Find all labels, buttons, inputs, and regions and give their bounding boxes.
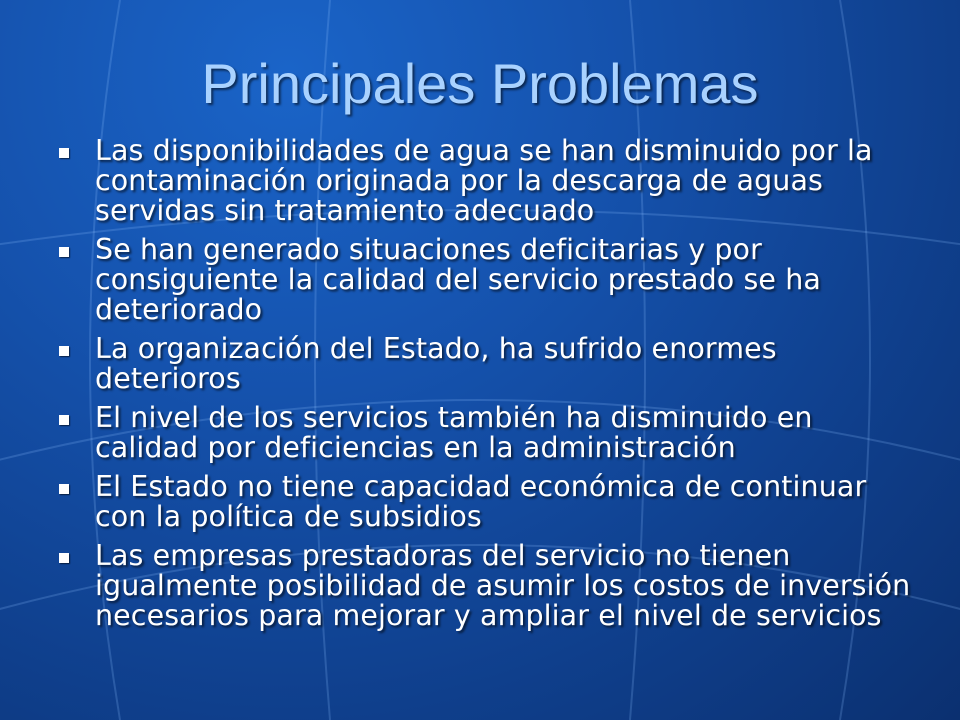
slide-title: Principales Problemas [201, 52, 759, 115]
bullet-text: Se han generado situaciones deficitarias y por consiguiente la calidad del servicio prestado se ha deteriorado [95, 233, 821, 326]
list-item [56, 472, 916, 532]
list-item [56, 334, 916, 394]
bullet-text: La organización del Estado, ha sufrido enormes deterioros [95, 332, 777, 395]
square-bullet-icon [59, 553, 69, 563]
bullet-text: El nivel de los servicios también ha disminuido en calidad por deficiencias en la administración [95, 401, 813, 464]
square-bullet-icon [59, 247, 69, 257]
square-bullet-icon [59, 484, 69, 494]
square-bullet-icon [59, 346, 69, 356]
list-item [56, 235, 916, 325]
bullet-text: Las disponibilidades de agua se han disminuido por la contaminación originada por la descarga de aguas servidas sin tratamiento adecuado [95, 134, 873, 227]
list-item [56, 541, 916, 631]
bullet-text: Las empresas prestadoras del servicio no tienen igualmente posibilidad de asumir los costos de inversión necesarios para mejorar y ampliar el nivel de servicios [95, 539, 911, 632]
square-bullet-icon [59, 415, 69, 425]
list-item [56, 403, 916, 463]
square-bullet-icon [59, 148, 69, 158]
list-item [56, 136, 916, 226]
bullet-list [56, 136, 916, 640]
bullet-text: El Estado no tiene capacidad económica de continuar con la política de subsidios [95, 470, 867, 533]
